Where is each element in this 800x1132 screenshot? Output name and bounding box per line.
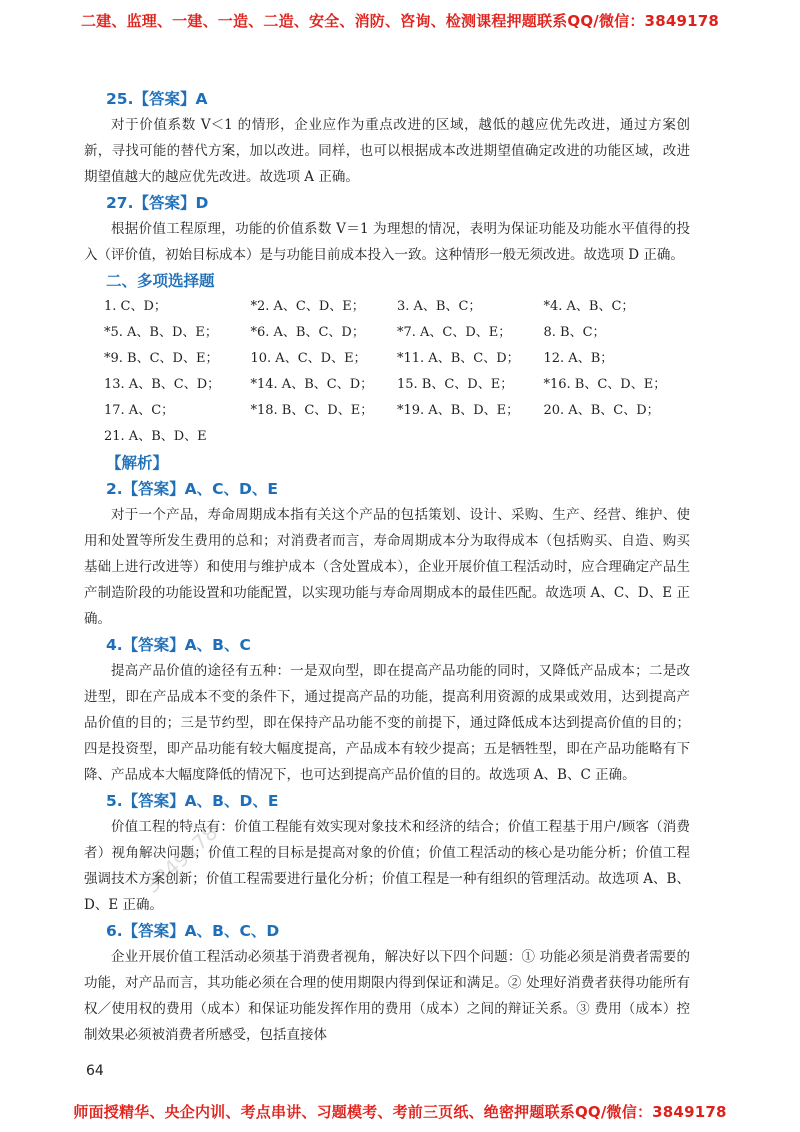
- answer-cell: *4. A、B、C；: [543, 299, 635, 314]
- answer-row: [104, 346, 690, 372]
- answer-heading: 5.【答案】A、B、D、E: [106, 792, 279, 810]
- answer-cell: 12. A、B；: [543, 351, 614, 366]
- answer-cell: 17. A、C；: [104, 403, 175, 418]
- answer-cell: 1. C、D；: [104, 299, 167, 314]
- section-title: 二、多项选择题: [106, 272, 215, 290]
- answer-cell: *18. B、C、D、E；: [250, 403, 374, 418]
- answer-cell: *6. A、B、C、D；: [250, 325, 365, 340]
- answer-row: [104, 320, 690, 346]
- explanation-paragraph: 对于价值系数 V＜1 的情形，企业应作为重点改进的区域，越低的越应优先改进，通过方案创新，寻找可能的替代方案，加以改进。同样，也可以根据成本改进期望值确定改进的功能区域，改进期望值越大的越应优先改进。故选项 A 正确。: [84, 117, 690, 185]
- answer-heading: 27.【答案】D: [106, 194, 209, 212]
- explanation-paragraph: 企业开展价值工程活动必须基于消费者视角，解决好以下四个问题：① 功能必须是消费者需要的功能，对产品而言，其功能必须在合理的使用期限内得到保证和满足。② 处理好消费者获得功能所有权／使用权的费用（成本）和保证功能发挥作用的费用（成本）之间的辩证关系。③ 费用（成本）控制效果必须被消费者所感受，包括直接体: [84, 949, 690, 1043]
- answer-cell: *11. A、B、C、D；: [397, 351, 520, 366]
- watermark: 3849178: [140, 820, 223, 898]
- answer-cell: 21. A、B、D、E: [104, 429, 207, 444]
- answer-cell: 13. A、B、C、D；: [104, 377, 221, 392]
- answer-cell: *16. B、C、D、E；: [543, 377, 667, 392]
- answer-heading: 6.【答案】A、B、C、D: [106, 922, 280, 940]
- analysis-title: 【解析】: [106, 454, 169, 472]
- top-promo-banner: 二建、监理、一建、一造、二造、安全、消防、咨询、检测课程押题联系QQ/微信：3849178: [80, 12, 720, 30]
- answer-row: [104, 372, 690, 398]
- explanation-paragraph: 对于一个产品，寿命周期成本指有关这个产品的包括策划、设计、采购、生产、经营、维护、使用和处置等所发生费用的总和；对消费者而言，寿命周期成本分为取得成本（包括购买、自造、购买基础上进行改进等）和使用与维护成本（含处置成本），企业开展价值工程活动时，应合理确定产品生产制造阶段的功能设置和功能配置，以实现功能与寿命周期成本的最佳匹配。故选项 A、C、D、E 正确。: [84, 507, 690, 627]
- answer-cell: 10. A、C、D、E；: [250, 351, 367, 366]
- answer-cell: 15. B、C、D、E；: [397, 377, 514, 392]
- answer-cell: *7. A、C、D、E；: [397, 325, 512, 340]
- page-number: 64: [86, 1063, 104, 1079]
- answer-cell: 20. A、B、C、D；: [543, 403, 660, 418]
- answer-row: [104, 424, 690, 450]
- answer-heading: 2.【答案】A、C、D、E: [106, 480, 278, 498]
- answer-cell: 8. B、C；: [543, 325, 606, 340]
- answer-row: [104, 294, 690, 320]
- explanation-paragraph: 提高产品价值的途径有五种：一是双向型，即在提高产品功能的同时，又降低产品成本；二是改进型，即在产品成本不变的条件下，通过提高产品的功能，提高利用资源的成果或效用，达到提高产品价值的目的；三是节约型，即在保持产品功能不变的前提下，通过降低成本达到提高价值的目的；四是投资型，即产品功能有较大幅度提高，产品成本有较少提高；五是牺牲型，即在产品功能略有下降、产品成本大幅度降低的情况下，也可达到提高产品价值的目的。故选项 A、B、C 正确。: [84, 663, 690, 783]
- answer-cell: *5. A、B、D、E；: [104, 325, 218, 340]
- page-content: [84, 86, 690, 1048]
- answer-cell: *9. B、C、D、E；: [104, 351, 219, 366]
- answer-cell: *19. A、B、D、E；: [397, 403, 520, 418]
- explanation-paragraph: 价值工程的特点有：价值工程能有效实现对象技术和经济的结合；价值工程基于用户/顾客（消费者）视角解决问题；价值工程的目标是提高对象的价值；价值工程活动的核心是功能分析；价值工程强调技术方案创新；价值工程需要进行量化分析；价值工程是一种有组织的管理活动。故选项 A、B、D、E 正确。: [84, 819, 690, 913]
- answer-row: [104, 398, 690, 424]
- explanation-paragraph: 根据价值工程原理，功能的价值系数 V＝1 为理想的情况，表明为保证功能及功能水平值得的投入（评价值，初始目标成本）是与功能目前成本投入一致。这种情形一般无须改进。故选项 D 正确。: [84, 221, 690, 263]
- answer-grid: [104, 294, 690, 450]
- answer-heading: 25.【答案】A: [106, 90, 208, 108]
- answer-cell: *2. A、C、D、E；: [250, 299, 365, 314]
- answer-cell: *14. A、B、C、D；: [250, 377, 374, 392]
- answer-cell: 3. A、B、C；: [397, 299, 482, 314]
- answer-heading: 4.【答案】A、B、C: [106, 636, 251, 654]
- bottom-promo-banner: 师面授精华、央企内训、考点串讲、习题模考、考前三页纸、绝密押题联系QQ/微信：3849178: [73, 1103, 727, 1121]
